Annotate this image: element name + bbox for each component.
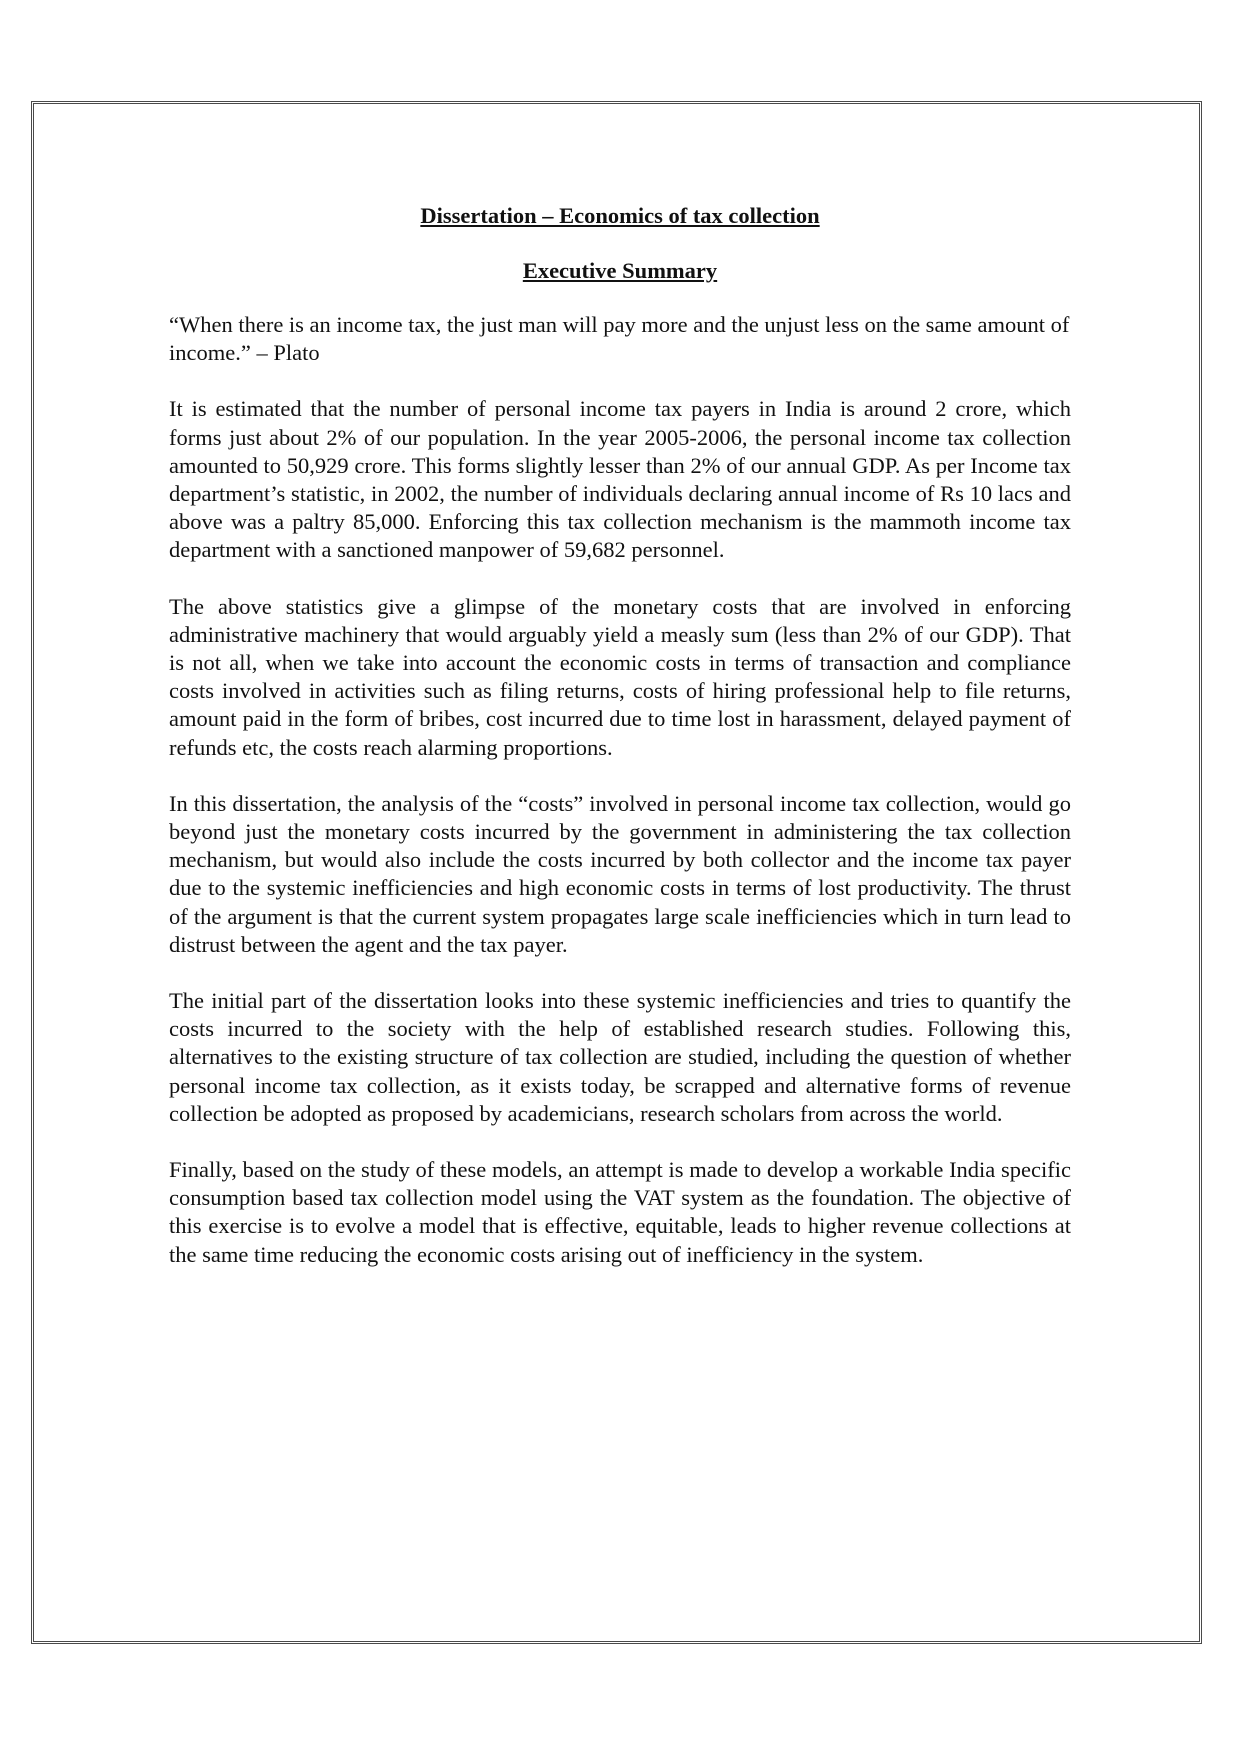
document-title: Dissertation – Economics of tax collection: [420, 203, 820, 228]
paragraph-2: The above statistics give a glimpse of the monetary costs that are involved in enforcing administrative machinery that would arguably yield a measly sum (less than 2% of our GDP). That is not all, when we take into account the economic costs in terms of transaction and compliance costs involved in activities such as filing returns, costs of hiring professional help to file returns, amount paid in the form of bribes, cost incurred due to time lost in harassment, delayed payment of refunds etc, the costs reach alarming proportions.: [169, 593, 1071, 760]
paragraph-3: In this dissertation, the analysis of the “costs” involved in personal income tax collection, would go beyond just the monetary costs incurred by the government in administering the tax collection mechanism, but would also include the costs incurred by both collector and the income tax payer due to the systemic inefficiencies and high economic costs in terms of lost productivity. The thrust of the argument is that the current system propagates large scale inefficiencies which in turn lead to distrust between the agent and the tax payer.: [169, 790, 1071, 957]
paragraph-1: It is estimated that the number of personal income tax payers in India is around 2 crore, which forms just about 2% of our population. In the year 2005-2006, the personal income tax collection amounted to 50,929 crore. This forms slightly lesser than 2% of our annual GDP. As per Income tax department’s statistic, in 2002, the number of individuals declaring annual income of Rs 10 lacs and above was a paltry 85,000. Enforcing this tax collection mechanism is the mammoth income tax department with a sanctioned manpower of 59,682 personnel.: [169, 396, 1071, 563]
paragraph-4: The initial part of the dissertation looks into these systemic inefficiencies and tries to quantify the costs incurred to the society with the help of established research studies. Following this, alternatives to the existing structure of tax collection are studied, including the question of whether personal income tax collection, as it exists today, be scrapped and alternative forms of revenue collection be adopted as proposed by academicians, research scholars from across the world.: [169, 988, 1071, 1126]
epigraph-quote: “When there is an income tax, the just man will pay more and the unjust less on the same amount of income.” – Plato: [169, 312, 1070, 366]
paragraph-5: Finally, based on the study of these models, an attempt is made to develop a workable India specific consumption based tax collection model using the VAT system as the foundation. The objective of this exercise is to evolve a model that is effective, equitable, leads to higher revenue collections at the same time reducing the economic costs arising out of inefficiency in the system.: [169, 1157, 1071, 1267]
document-body: [169, 202, 1071, 1297]
section-heading: Executive Summary: [522, 258, 718, 283]
